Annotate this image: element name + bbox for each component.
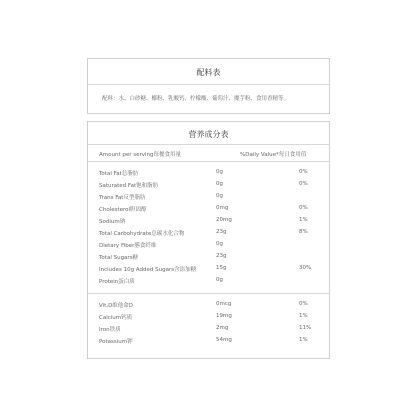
vitamin-name: Vit.D维他命D [99,303,134,309]
vitamin-daily-value: 11% [299,325,312,331]
vitamin-row [88,300,329,310]
nutrient-amount: 0g [216,169,223,175]
divider [88,144,329,145]
nutrient-amount: 0g [216,277,223,283]
nutrient-name: Includes 10g Added Sugars含添加糖 [99,267,197,273]
nutrient-amount: 0g [216,181,223,187]
nutrient-amount: 20mg [216,217,232,223]
vitamin-name: Calcium钙质 [99,315,133,321]
divider [88,84,329,85]
nutrient-name: Trans Fat反型脂肪 [99,195,146,201]
nutrient-amount: 23g [216,253,227,259]
nutrient-name: Total Carbohydrate总碳水化合物 [99,231,185,237]
vitamin-amount: 54mg [216,337,232,343]
vitamin-daily-value: 1% [299,337,308,343]
ingredients-title: 配料表 [196,68,221,77]
vitamin-amount: 19mg [216,313,232,319]
vitamin-name: Iron铁质 [99,327,121,333]
nutrient-amount: 0g [216,193,223,199]
nutrient-name: Protein蛋白质 [99,279,135,285]
serving-header: Amount per serving每餐食用量 [99,152,182,158]
nutrient-row [88,216,329,226]
nutrient-daily-value: 0% [299,169,308,175]
nutrient-daily-value: 1% [299,217,308,223]
vitamin-row [88,324,329,334]
vitamin-row [88,312,329,322]
nutrient-name: Cholesterol胆固醇 [99,207,147,213]
ingredients-panel [87,58,330,114]
nutrient-row [88,168,329,178]
nutrient-daily-value: 0% [299,181,308,187]
nutrient-row [88,252,329,262]
ingredients-text: 配料：水、白砂糖、椰粉、乳酸钙、柠檬酸、葡萄汁、魔芋粉、食用香精等。 [102,96,290,102]
vitamin-daily-value: 0% [299,301,308,307]
nutrient-row [88,180,329,190]
divider [88,293,329,294]
vitamin-amount: 0mcg [216,301,232,307]
nutrient-row [88,204,329,214]
nutrient-name: Total Fat总脂肪 [99,171,139,177]
nutrient-name: Dietary Fiber膳食纤维 [99,243,157,249]
divider [88,161,329,162]
nutrient-daily-value: 30% [299,265,312,271]
nutrition-title: 营养成分表 [188,130,229,139]
vitamin-row [88,336,329,346]
nutrient-row [88,264,329,274]
nutrient-row [88,240,329,250]
nutrient-daily-value: 0% [299,205,308,211]
nutrient-name: Sodium钠 [99,219,126,225]
daily-value-header: %Daily Value*每日食用值 [240,152,307,158]
nutrition-facts-panel [87,121,330,359]
nutrient-row [88,228,329,238]
nutrient-amount: 15g [216,265,227,271]
vitamin-amount: 2mg [216,325,229,331]
nutrient-name: Saturated Fat饱和脂肪 [99,183,159,189]
nutrient-row [88,276,329,286]
nutrient-amount: 0mg [216,205,229,211]
nutrient-daily-value: 8% [299,229,308,235]
nutrient-name: Total Sugars糖 [99,255,139,261]
vitamin-name: Potassium钾 [99,339,133,345]
nutrient-amount: 23g [216,229,227,235]
nutrient-row [88,192,329,202]
vitamin-daily-value: 1% [299,313,308,319]
nutrient-amount: 0g [216,241,223,247]
nutrition-header-row [88,148,329,158]
